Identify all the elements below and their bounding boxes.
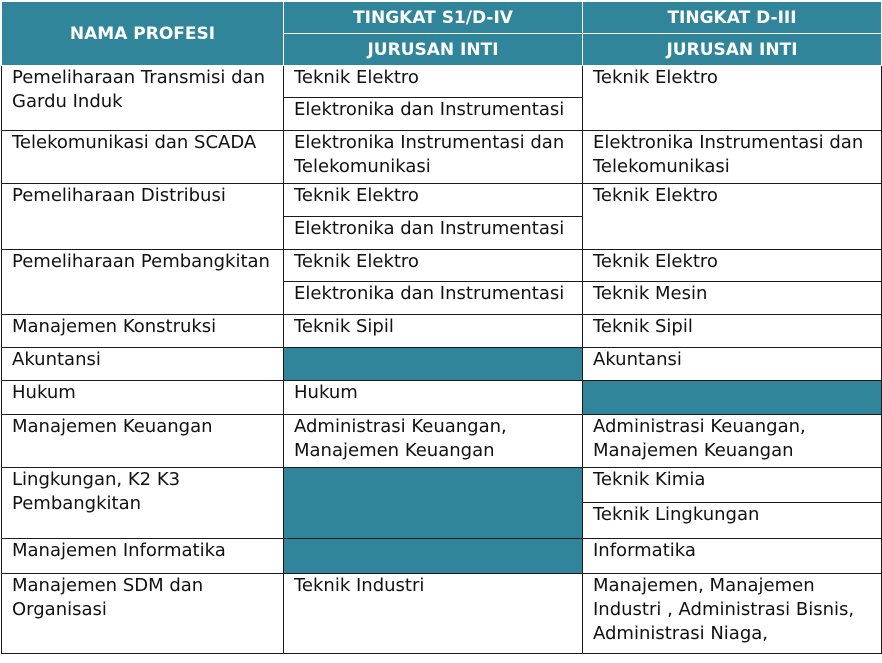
- s1-cell: Elektronika Instrumentasi dan Telekomunikasi: [284, 131, 583, 184]
- profesi-cell: Pemeliharaan Distribusi: [2, 184, 284, 250]
- header-nama-profesi: NAMA PROFESI: [2, 2, 284, 66]
- d3-cell: Teknik Sipil: [583, 315, 882, 348]
- d3-cell: Akuntansi: [583, 348, 882, 381]
- d3-cell: Teknik Elektro: [583, 184, 882, 250]
- profesi-cell: Telekomunikasi dan SCADA: [2, 131, 284, 184]
- profesi-cell: Manajemen Konstruksi: [2, 315, 284, 348]
- s1-cell: Teknik Industri: [284, 574, 583, 654]
- d3-cell: Teknik Lingkungan: [583, 503, 882, 539]
- d3-cell: Teknik Elektro: [583, 66, 882, 131]
- profesi-cell: Manajemen Keuangan: [2, 415, 284, 468]
- profesi-cell: Manajemen Informatika: [2, 539, 284, 574]
- d3-cell: Administrasi Keuangan, Manajemen Keuangan: [583, 415, 882, 468]
- profesi-cell: Manajemen SDM dan Organisasi: [2, 574, 284, 654]
- s1-cell: Elektronika dan Instrumentasi: [284, 217, 583, 250]
- d3-cell: Manajemen, Manajemen Industri , Administrasi Bisnis, Administrasi Niaga,: [583, 574, 882, 654]
- s1-cell: Teknik Elektro: [284, 250, 583, 282]
- d3-cell: Teknik Elektro: [583, 250, 882, 282]
- d3-cell: Teknik Kimia: [583, 468, 882, 503]
- s1-cell: Elektronika dan Instrumentasi: [284, 282, 583, 315]
- empty-fill-cell: [284, 468, 583, 539]
- profession-table: [1, 1, 882, 654]
- header-tingkat-d3: TINGKAT D-III: [583, 2, 882, 34]
- empty-fill-cell: [583, 381, 882, 415]
- profesi-cell: Pemeliharaan Transmisi dan Gardu Induk: [2, 66, 284, 131]
- empty-fill-cell: [284, 348, 583, 381]
- d3-cell: Elektronika Instrumentasi dan Telekomunikasi: [583, 131, 882, 184]
- header-jurusan-inti-d3: JURUSAN INTI: [583, 34, 882, 66]
- s1-cell: Elektronika dan Instrumentasi: [284, 98, 583, 131]
- s1-cell: Teknik Elektro: [284, 184, 583, 217]
- header-tingkat-s1: TINGKAT S1/D-IV: [284, 2, 583, 34]
- profesi-cell: Pemeliharaan Pembangkitan: [2, 250, 284, 315]
- s1-cell: Administrasi Keuangan, Manajemen Keuangan: [284, 415, 583, 468]
- header-jurusan-inti-s1: JURUSAN INTI: [284, 34, 583, 66]
- s1-cell: Teknik Elektro: [284, 66, 583, 98]
- empty-fill-cell: [284, 539, 583, 574]
- s1-cell: Hukum: [284, 381, 583, 415]
- d3-cell: Informatika: [583, 539, 882, 574]
- s1-cell: Teknik Sipil: [284, 315, 583, 348]
- d3-cell: Teknik Mesin: [583, 282, 882, 315]
- profesi-cell: Lingkungan, K2 K3 Pembangkitan: [2, 468, 284, 539]
- profesi-cell: Hukum: [2, 381, 284, 415]
- profesi-cell: Akuntansi: [2, 348, 284, 381]
